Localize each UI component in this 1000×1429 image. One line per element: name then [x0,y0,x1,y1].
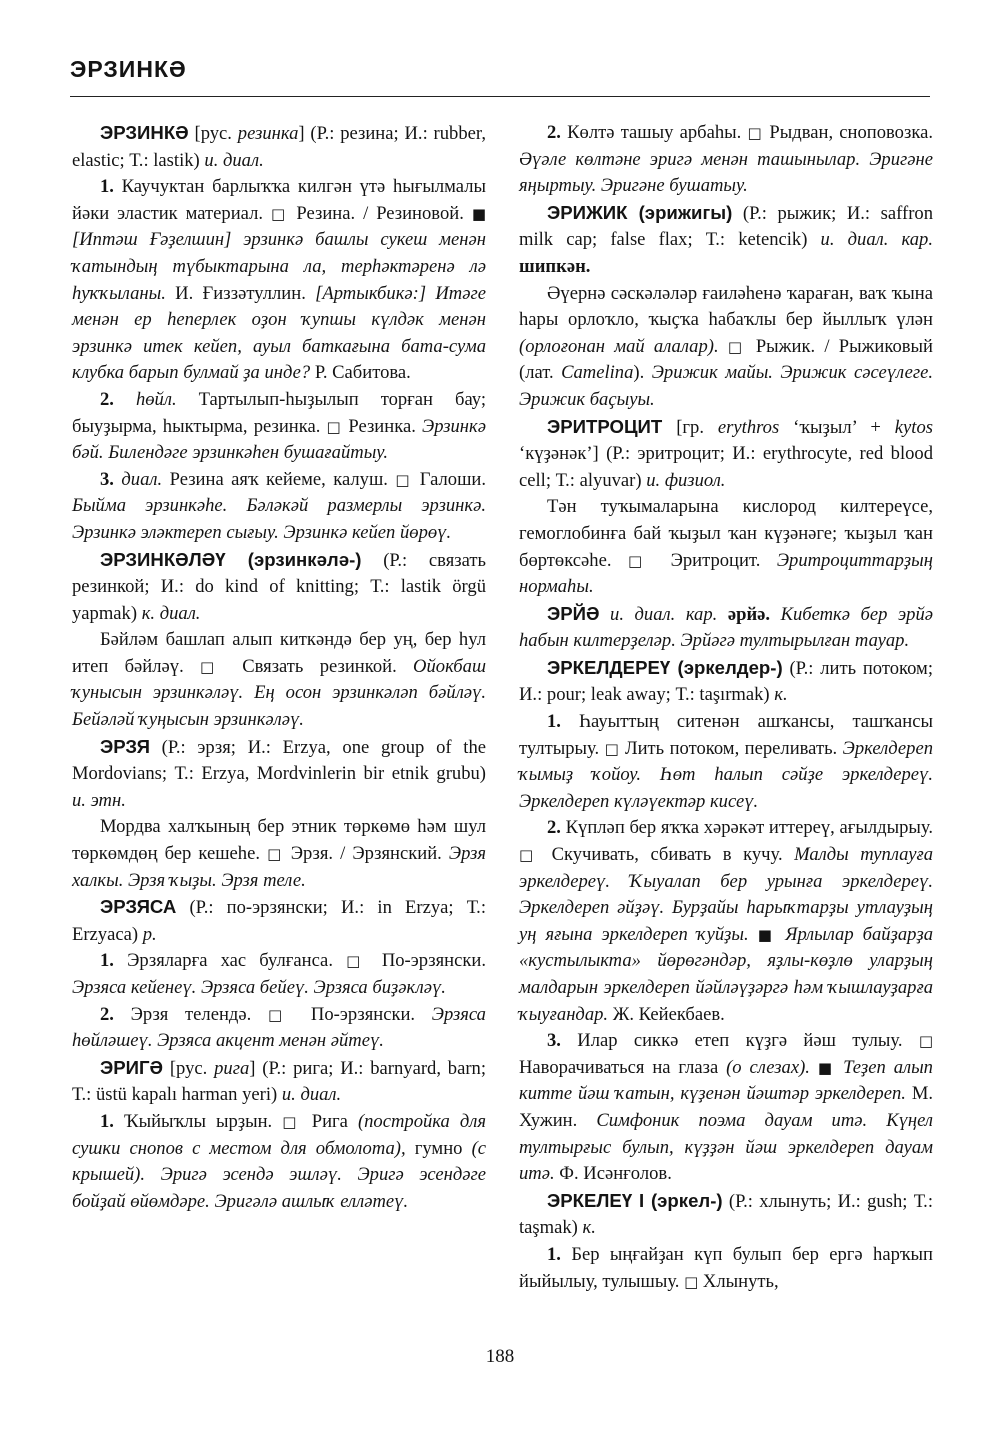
entry-text: ). [633,362,652,384]
headword: ЭРЗИНКӘЛӘҮ (эрзинкәлә-) [100,548,362,570]
entry-text: һөйл. [135,388,177,410]
entry-text: әрйә. [727,603,771,625]
entry-text: Тартылып-һыҙылып торған бау; быуҙырма, һыктырма, резинка. [72,388,486,437]
entry-text: 1. [100,176,114,198]
entry-text: 2. [547,817,561,839]
entry-text: р. [142,923,157,945]
page-number: 188 [485,1346,515,1367]
symbol-mark: □ [604,739,620,758]
entry-text: Әүернә сәскәләләр ғаиләһенә ҡараған, ваҡ ҡына һары орлоҡло, ҡыҫҡа һабаҡлы бер йыллыҡ үлән [519,282,933,331]
symbol-mark: □ [727,337,747,356]
entry-text: Резина аяҡ кейеме, калуш. [162,468,396,490]
entry-text: (Р.: связать резинкой; И.: do kind of knitting; Т.: lastik örgü yapmak) [72,549,486,624]
headword: ЭРКЕЛДЕРЕҮ (эркелдер-) [547,656,783,678]
entry-text: Көлтә ташыу арбаһы. [560,122,748,143]
symbol-mark: □ [282,1112,302,1131]
entry-text: Эрзинкә бәй. Билендәге эрзинкәһен бушағайтыу. [72,415,486,464]
left-column [72,120,486,1215]
entry-text: и. диал. [204,149,264,171]
entry-text: (Р.: по-эрзянски; И.: in Erzya; Т.: Erzyaca) [72,897,486,945]
dictionary-paragraph [519,1028,933,1188]
symbol-mark: □ [346,952,369,971]
entry-text: диал. [121,468,163,490]
symbol-mark: □ [684,1272,699,1291]
entry-text: ] (Р.: резина; И.: rubber, elastic; Т.: lastik) [72,123,486,171]
entry-text: Ярлылар байҙарҙа «кустылыкта» йөрөгәндәр, яҙлы-көҙлө уларҙың малдарын эркелдереп йәйләүҙәргә һәм ҡышлауҙарға ҡыуғандар. [519,923,933,1025]
entry-text: Бәйләм башлап алып киткәндә бер уң, бер һул итеп бәйләү. [72,629,486,677]
entry-text: к. [774,684,788,706]
entry-text: 2. [100,1003,114,1025]
symbol-mark: □ [747,124,764,142]
headword: ЭРЙӘ [547,602,600,624]
entry-text: гумно [405,1137,472,1159]
symbol-mark: □ [395,470,413,489]
entry-text: Эритроцит. [654,549,777,571]
symbol-mark: □ [628,551,655,570]
dictionary-paragraph [72,1109,486,1215]
entry-text: Эрзяларға хас булғанса. [113,950,347,972]
entry-text: 3. [100,468,114,490]
running-head-title: ЭРЗИНКӘ [70,56,187,82]
entry-text: Рига [301,1110,358,1132]
entry-text: Симфоник поэма дауам итә. Күңел тултырғыс булып, күҙҙән йәш эркелдереп дауам итә. [519,1109,934,1185]
entry-text: Эрижик майы. Эрижик сәсеүлеге. Эрижик баҫыуы. [519,362,933,410]
entry-text [770,604,781,625]
entry-text: и. диал. [281,1084,342,1106]
entry-text: (Р.: хлынуть; И.: gush; Т.: taşmak) [519,1190,933,1239]
symbol-mark: □ [270,204,289,223]
dictionary-paragraph [72,387,486,467]
entry-text: (Р.: лить потоком; И.: pour; leak away; Т.: taşırmak) [519,657,933,706]
dictionary-paragraph [519,655,933,709]
symbol-mark: □ [267,845,284,864]
entry-text: 3. [547,1030,561,1052]
dictionary-paragraph [519,414,933,495]
dictionary-paragraph [519,281,933,414]
dictionary-paragraph [519,200,933,281]
dictionary-paragraph [72,814,486,894]
entry-text: Һауыттың ситенән ашҡансы, ташҡансы тултырыу. [519,711,933,759]
entry-text: 1. [547,1243,561,1265]
entry-text: резинка [237,123,299,144]
entry-text: Рыдван, сноповозка. [763,122,933,143]
entry-text: [рус. [163,1057,215,1079]
entry-text: По-эрзянски. [294,1003,432,1025]
entry-text: ‘ҡыҙыл’ + [779,416,895,438]
entry-text: Быйма эрзинкәһе. Бәләкәй размерлы эрзинкә. Эрзинкә эләктереп сығыу. Эрзинкә кейеп йөрөү. [72,495,486,543]
dictionary-paragraph [72,120,486,174]
dictionary-paragraph [519,1242,933,1295]
entry-text: Эрзя телендә. [113,1003,268,1025]
entry-text: Резина. / Резиновой. [288,202,472,224]
entry-text [114,389,136,410]
entry-text: Лить потоком, переливать. [619,737,843,759]
entry-text: По-эрзянски. [368,950,486,972]
entry-text: И. Ғиззәтуллин. [165,282,316,304]
entry-text [810,1057,818,1078]
entry-text: Эрзяса һөйләшеү. Эрзяса акцент менән әйтеү. [72,1003,486,1052]
entry-text: Кибеткә бер эрйә һабын килтерҙеләр. Эрйәгә тултырылған тауар. [519,603,934,652]
entry-text: Тән туҡымаларына кислород килтереүсе, гемоглобинға бай ҡыҙыл ҡан күҙәнәге; ҡыҙыл ҡан бөртөксәһе. [519,496,933,571]
entry-text: Ж. Кейекбаев. [608,1003,725,1025]
entry-text: и. этн. [72,789,126,811]
entry-text: и. диал. кар. [820,229,933,251]
entry-text: erythros [717,416,780,438]
entry-text: 2. [547,122,561,143]
entry-text: Скучивать, сбивать в кучу. [540,844,795,866]
dictionary-paragraph [519,1188,933,1242]
symbol-mark: □ [326,417,343,436]
symbol-mark: □ [200,657,226,676]
entry-text: 1. [100,950,114,972]
dictionary-paragraph [72,1002,486,1055]
headword: ЭРЗЯ [100,735,150,757]
entry-text: Бер ыңғайҙан күп булып бер ергә һарҡып йыйылыу, тулышыу. [519,1243,933,1292]
entry-text: и. физиол. [646,469,726,491]
entry-text: Ойокбаш ҡуныcын эрзинкәләү. Ең осон эрзинкәләп бәйләү. Бейәләй ҡуңысын эрзинкәләү. [72,655,486,731]
entry-text: Эрзя. / Эрзянский. [283,843,449,865]
dictionary-paragraph [519,601,933,655]
entry-text: к. диал. [141,602,201,624]
headword: ЭРКЕЛЕҮ I (эркел-) [547,1189,723,1211]
entry-text: (постройка для сушки снопов с местом для обмолота), [72,1110,486,1159]
entry-text: Наворачиваться на глаза [519,1056,727,1078]
symbol-mark: ■ [757,925,777,944]
entry-text: Эритроциттарҙың нормаһы. [519,549,933,598]
entry-text: Резинка. [342,415,423,437]
entry-text [835,1057,843,1078]
entry-text: (Р.: рыжик; И.: saffron milk cap; false flax; Т.: ketencik) [519,202,934,251]
entry-text: 1. [547,711,561,733]
headword: ЭРЗИНКӘ [100,122,189,143]
entry-text: Эригә эсендә эшләү. Эригә эсендәге бойҙай өйөмдәре. Эригәлә ашлыҡ елләтеү. [72,1164,486,1212]
entry-text: [Иптәш Ғәҙелшин] эрзинкә башлы сукеш менән ҡатындың түбыктарына ла, терһәктәренә лә һуҡҡыланы. [72,229,486,304]
entry-text: Илар сиккә етеп күҙгә йәш тулыу. [560,1030,919,1052]
entry-text [776,924,785,945]
symbol-mark: □ [918,1032,933,1051]
dictionary-paragraph [72,734,486,815]
entry-text: Ҡыйыҡлы ырҙын. [113,1110,283,1132]
entry-text: Эрзяса кейенеү. Эрзяса бейеү. Эрзяса биҙәкләү. [72,977,446,998]
dictionary-paragraph [72,627,486,733]
entry-text [749,924,758,945]
entry-text: рига [214,1057,250,1079]
entry-text: Әүәле көлтәне эригә менән ташынылар. Эригәне яңыртыу. Эригәне бушатыу. [519,148,933,197]
symbol-mark: □ [519,846,541,865]
entry-text: Эркелдереп ҡымыҙ ҡойоу. Һөт һалып сәйҙе эркелдереү. Эркелдереп күләүектәр кисеү. [519,737,933,812]
symbol-mark: ■ [471,204,486,223]
entry-text [719,336,728,357]
dictionary-paragraph [519,709,933,815]
dictionary-paragraph [72,174,486,387]
entry-text: шипкән. [519,255,591,277]
dictionary-paragraph [519,494,933,600]
entry-text: kytos [894,416,934,438]
headword: ЭРИТРОЦИТ [547,415,663,437]
entry-text: Мордва халҡының бер этник төркөмө һәм шул төркөмдөң бер кешеһе. [72,816,486,865]
dictionary-paragraph [72,467,486,547]
entry-text: Рыжик. / Рыжиковый (лат. [519,335,933,384]
entry-text: Эрзя халкы. Эрзя ҡыҙы. Эрзя теле. [72,843,487,891]
entry-text: к. [582,1217,596,1239]
running-header [70,56,930,97]
entry-text: (Р.: эрзя; И.: Erzya, one group of the Mordovians; Т.: Erzya, Mordvinlerin bir etnik grubu) [72,736,486,785]
entry-text: ] (Р.: рига; И.: barnyard, barn; Т.: üstü kapalı harman yeri) [72,1057,486,1106]
dictionary-paragraph [72,948,486,1001]
entry-text: Camelina [561,362,634,384]
entry-text: [Артыкбикә:] Итәге менән ер һеперлек оҙон ҡупшы күлдәк менән эрзинкә итек кейеп, ауыл баткағына бата-сума клубка барып булмай ҙа инде? [72,282,486,384]
entry-text: Связать резинкой. [225,655,414,677]
entry-text: Малды туплауға эркелдереү. Ҡыуалап бер урынға эркелдереү. Эркелдереп әйҙәү. Бурҙайы һарыҡтарҙы утлауҙың уң яғына эркелдереп ҡуйҙы. [519,844,934,945]
dictionary-paragraph [519,815,933,1028]
dictionary-paragraph [72,1055,486,1109]
dictionary-paragraph [72,894,486,948]
entry-text: [гр. [662,416,718,438]
headword: ЭРИГӘ [100,1056,164,1078]
entry-text: Р. Сабитова. [310,362,411,384]
symbol-mark: □ [267,1005,295,1024]
entry-text: [рус. [188,123,238,144]
entry-text: и. диал. кар. [610,603,718,625]
entry-text: 2. [100,388,114,410]
headword: ЭРИЖИК (эрижигы) [547,201,733,223]
symbol-mark: ■ [817,1058,836,1077]
entry-text: Каучуктан барлыҡҡа килгән үтә һығылмалы йәки эластик материал. [72,176,486,224]
entry-text [717,604,728,625]
entry-text: Ф. Исәнғолов. [554,1163,672,1185]
entry-text: ‘күҙәнәк’] (Р.: эритроцит; И.: erythrocyte, red blood cell; Т.: alyuvar) [519,443,933,491]
entry-text: Теҙеп алып китте йәш ҡатын, күҙенән йәштәр эркелдереп. [519,1056,933,1105]
entry-text: Күпләп бер яҡҡа хәрәкәт иттереү, ағылдырыу. [560,817,933,839]
entry-text: 1. [100,1110,114,1132]
entry-text: (о слезах). [726,1056,810,1078]
headword: ЭРЗЯСА [100,896,177,918]
right-column [519,120,933,1295]
entry-text [600,604,611,625]
entry-text [145,1164,161,1185]
entry-text: Галоши. [412,468,487,490]
entry-text: (с крышей). [72,1137,487,1186]
entry-text: М. Хужин. [519,1083,933,1131]
dictionary-paragraph [519,120,933,200]
entry-text: (орлоғонан май алалар). [519,335,719,357]
entry-text: Хлынуть, [698,1270,779,1292]
dictionary-paragraph [72,547,486,628]
